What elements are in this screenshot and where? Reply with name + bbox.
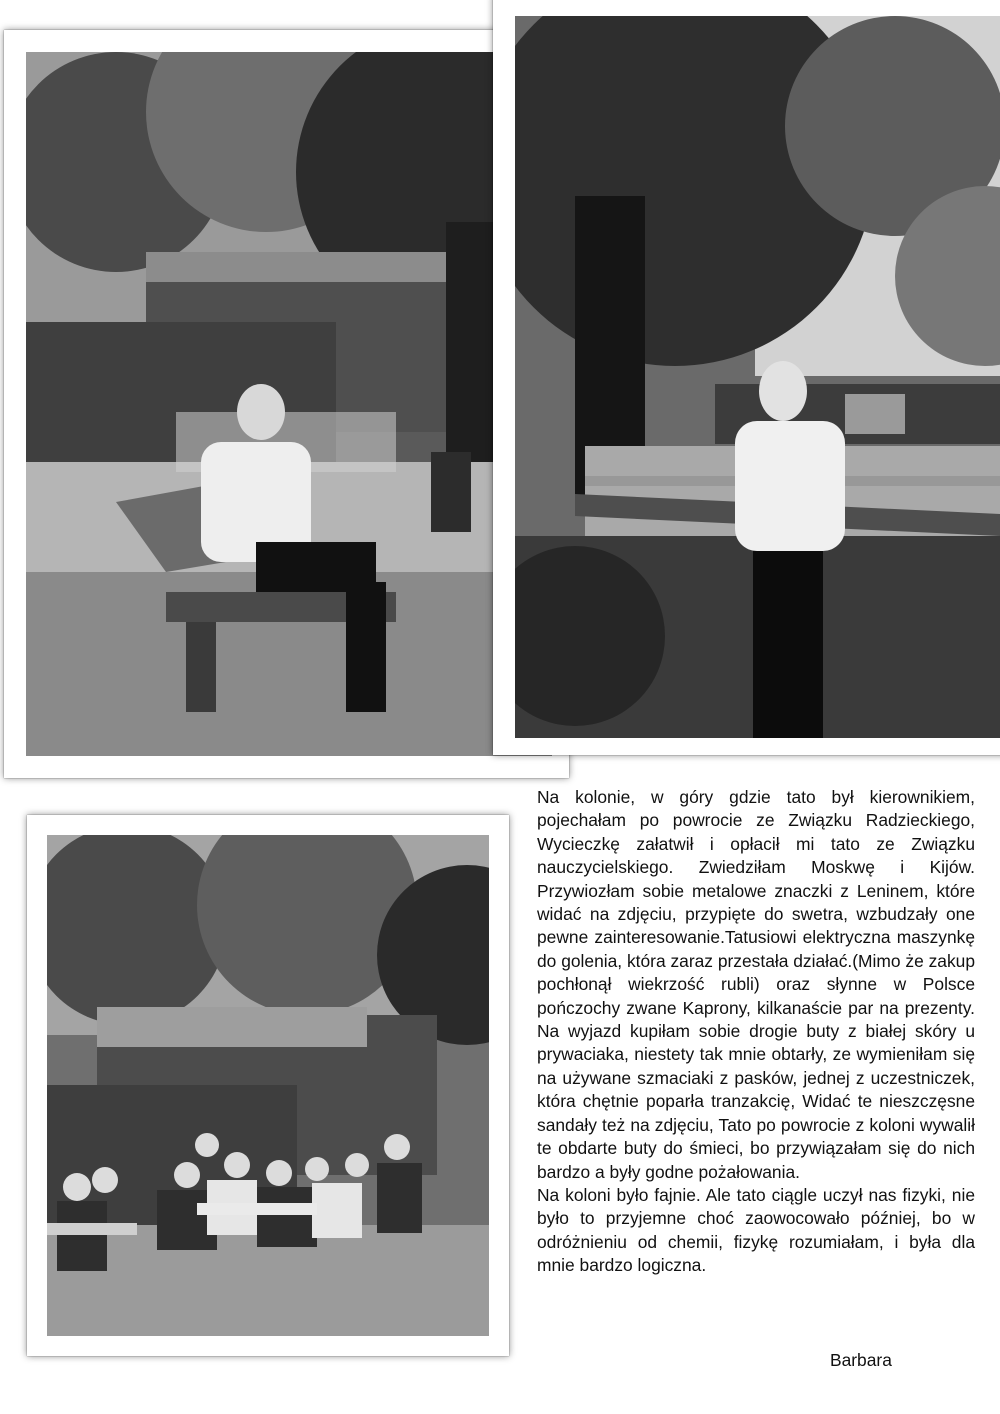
story-paragraph-2: Na koloni było fajnie. Ale tato ciągle uczył nas fizyki, nie było to przyjemne choć zaowocowało później, bo w odróżnieniu od chemii, fizykę rozumiałam, i była dla mnie bardzo logiczna. [537, 1184, 975, 1276]
photo-frame-bench [4, 30, 569, 778]
photo-girl-on-bench [26, 52, 552, 756]
photo-children-group [47, 835, 489, 1336]
signature: Barbara [830, 1350, 892, 1370]
photo-frame-group [27, 815, 509, 1356]
photo-girl-by-lake [515, 16, 1000, 738]
story-paragraph-1: Na kolonie, w góry gdzie tato był kierownikiem, pojechałam po powrocie ze Związku Radzieckiego, Wycieczkę załatwił i opłacił mi tato ze Związku nauczycielskiego. Zwiedziłam Moskwę i Kijów. Przywiozłam sobie metalowe znaczki z Leninem, które widać na zdjęciu, przypięte do swetra, wzbudzały one pewne zainteresowanie.Tatusiowi elektryczna maszynkę do golenia, która zaraz przestała działać.(Mimo że zakup pochłonął wiekrzość rubli) oraz słynne w Polsce pończochy zwane Kaprony, kilkanaście par na prezenty. Na wyjazd kupiłam sobie drogie buty z białej skóry u prywaciaka, niestety tak mnie obtarły, ze wymieniłam się na używane szmaciaki z pasków, jednej z uczestniczek, która chętnie poparła tranzakcię, Widać te nieszczęsne sandały też na zdjęciu, Tato po powrocie z koloni wywalił te obdarte buty do śmieci, bo przywiązałam się do nich bardzo a były godne pożałowania. [537, 787, 975, 1182]
photo-lake-image [515, 16, 1000, 738]
photo-frame-lake [493, 0, 1000, 755]
story-text [537, 786, 975, 1278]
photo-group-image [47, 835, 489, 1336]
photo-bench-image [26, 52, 552, 756]
